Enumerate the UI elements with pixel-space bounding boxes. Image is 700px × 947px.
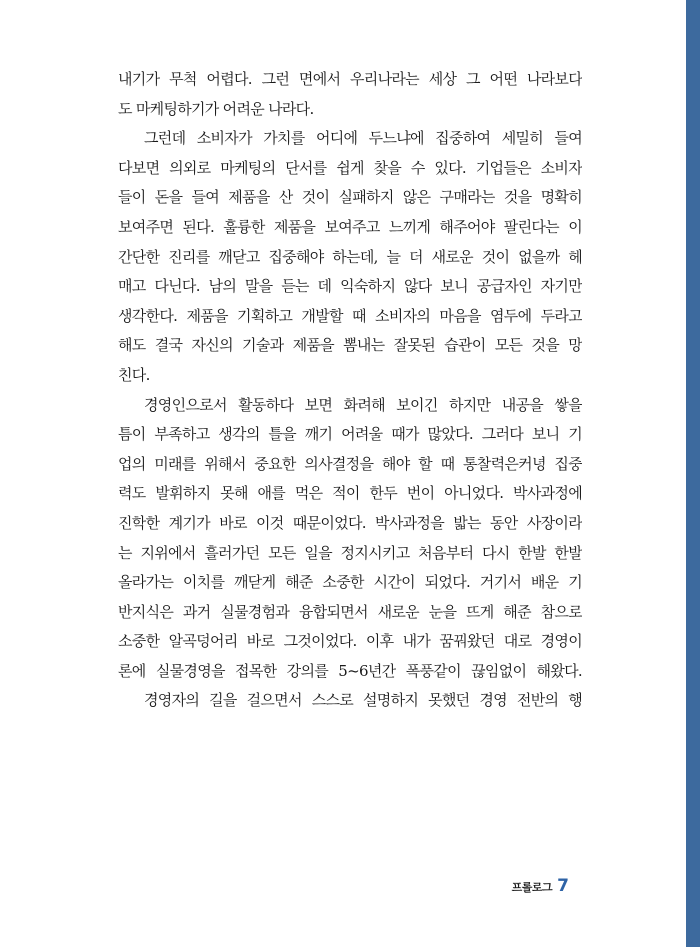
text-line: 력도 발휘하지 못해 애를 먹은 적이 한두 번이 아니었다. 박사과정에 [118,484,582,503]
text-line: 론에 실물경영을 접목한 강의를 5~6년간 폭풍같이 끊임없이 해왔다. [118,661,582,680]
text-line: 는 지위에서 흘러가던 모든 일을 정지시키고 처음부터 다시 한발 한발 [118,543,582,562]
text-line: 들이 돈을 들여 제품을 산 것이 실패하지 않은 구매라는 것을 명확히 [118,188,582,207]
page-footer [512,876,569,896]
text-line: 해도 결국 자신의 기술과 제품을 뽐내는 잘못된 습관이 모든 것을 망 [118,336,582,355]
text-line: 경영자의 길을 걸으면서 스스로 설명하지 못했던 경영 전반의 행 [144,691,582,710]
text-line: 업의 미래를 위해서 중요한 의사결정을 해야 할 때 통찰력은커녕 집중 [118,454,582,473]
text-line: 그런데 소비자가 가치를 어디에 두느냐에 집중하여 세밀히 들여 [144,129,582,148]
text-line: 올라가는 이치를 깨닫게 해준 소중한 시간이 되었다. 거기서 배운 기 [118,573,582,592]
text-line: 매고 다닌다. 남의 말을 듣는 데 익숙하지 않다 보니 공급자인 자기만 [118,277,582,296]
text-line: 생각한다. 제품을 기획하고 개발할 때 소비자의 마음을 염두에 두라고 [118,306,582,325]
text-line: 반지식은 과거 실물경험과 융합되면서 새로운 눈을 뜨게 해준 참으로 [118,602,582,621]
text-line: 소중한 알곡덩어리 바로 그것이었다. 이후 내가 꿈꿔왔던 대로 경영이 [118,632,582,651]
side-color-bar [686,0,700,947]
text-line: 보여주면 된다. 훌륭한 제품을 보여주고 느끼게 해주어야 팔린다는 이 [118,217,582,236]
text-line: 내기가 무척 어렵다. 그런 면에서 우리나라는 세상 그 어떤 나라보다 [118,70,582,88]
body-text [118,65,582,716]
text-line: 간단한 진리를 깨닫고 집중해야 하는데, 늘 더 새로운 것이 없을까 헤 [118,247,582,266]
text-line: 경영인으로서 활동하다 보면 화려해 보이긴 하지만 내공을 쌓을 [144,395,582,414]
page-number: 7 [557,876,569,896]
section-title: 프롤로그 [511,881,553,894]
text-line: 틈이 부족하고 생각의 틀을 깨기 어려울 때가 많았다. 그러다 보니 기 [118,425,582,444]
text-line: 친다. [118,365,150,384]
text-line: 도 마케팅하기가 어려운 나라다. [118,99,314,118]
text-line: 다보면 의외로 마케팅의 단서를 쉽게 찾을 수 있다. 기업들은 소비자 [118,158,582,177]
text-line: 진학한 계기가 바로 이것 때문이었다. 박사과정을 밟는 동안 사장이라 [118,513,582,532]
